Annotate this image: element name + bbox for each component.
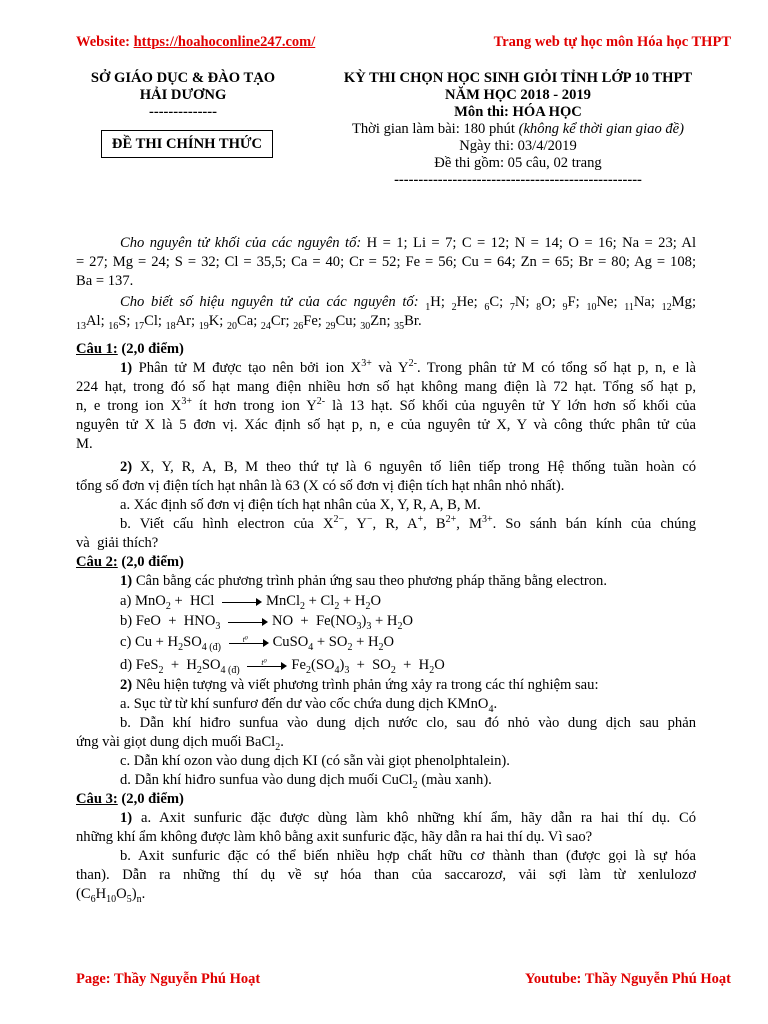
q2-eq-b: b) FeO + $HNO_3$ NO + $Fe(NO_3)_3 + H_2O$	[120, 613, 413, 632]
q2-eq-c: c) $Cu + H_2SO_{4 (đ)}$ t⁰ CuSO$_4$ + $SO_2 + H_2O$	[120, 634, 395, 653]
q2-p2-a: a. Sục từ từ khí sunfurơ đến dư vào cốc chứa dung dịch KMnO$_4$.	[120, 696, 498, 715]
org-block	[70, 70, 296, 121]
footer-youtube: Youtube: Thầy Nguyễn Phú Hoạt	[524, 971, 731, 987]
atomic-mass-line1: Cho nguyên tử khối của các nguyên tố: H = 1; Li = 7; C = 12; N = 14; O = 16; Na = 23; Al	[120, 235, 697, 251]
exam-time	[313, 121, 723, 138]
exam-dashline: ---------------------------------------------------	[394, 172, 642, 188]
q2-p1: 1) Cân bằng các phương trình phản ứng sau theo phương pháp thăng bằng electron.	[120, 573, 608, 589]
atomic-mass-line3: Ba = 137.	[76, 273, 134, 289]
q1-p1-line4: nguyên tử X là 5 đơn vị. Xác định số hạt p, n, e của nguyên tử X, Y và công thức phân tử của	[76, 417, 696, 433]
atomic-mass-line2: = 27; Mg = 24; S = 32; Cl = 35,5; Ca = 40; Cr = 52; Fe = 56; Cu = 64; Zn = 65; Br = 80; Ag = 108;	[76, 254, 696, 270]
q1-p2-line2: tổng số đơn vị điện tích hạt nhân là 63 (X có số đơn vị điện tích hạt nhân nhỏ nhất).	[76, 478, 565, 494]
exam-pages: Đề thi gồm: 05 câu, 02 trang	[434, 155, 602, 171]
official-label: ĐỀ THI CHÍNH THỨC	[111, 136, 263, 152]
website-link[interactable]: https://hoahoconline247.com/	[133, 34, 316, 50]
footer-page: Page: Thầy Nguyễn Phú Hoạt	[76, 971, 261, 987]
atomic-number-line1: Cho biết số hiệu nguyên tử của các nguyên tố: $_1$H; $_2$He; $_6$C; $_7$N; $_8$O; $_9$F; $_{10}$Ne; $_{11}$Na; $_{12}$Mg;	[120, 294, 696, 313]
exam-block	[313, 70, 723, 189]
exam-date: Ngày thi: 03/4/2019	[459, 138, 577, 154]
org-line2: HẢI DƯƠNG	[139, 87, 227, 103]
q3-p1-b-line3: $(C_6H_{10}O_5)_n$.	[76, 886, 146, 905]
q2-eq-d: d) $FeS_2 + H_2SO_{4 (đ)}$ t⁰ $Fe_2(SO_4)_3 + SO_2 + H_2O$	[120, 657, 445, 676]
q1-p2-b-line1: b. Viết cấu hình electron của $X^{2-}$, Y−, R, A+, $B^{2+}$, $M^{3+}$. So sánh bán kính của chúng	[120, 514, 696, 532]
org-dashes: --------------	[148, 104, 218, 120]
org-line1: SỞ GIÁO DỤC & ĐÀO TẠO	[90, 70, 276, 86]
q1-p1-line3: n, e trong ion $X^{3+}$ ít hơn trong ion $Y^{2-}$ là 13 hạt. Số khối của nguyên tử Y lớn hơn số khối của	[76, 396, 696, 414]
q2-p2-d: d. Dẫn khí hiđro sunfua vào dung dịch muối CuCl$_2$ (màu xanh).	[120, 772, 492, 791]
exam-time-plain: Thời gian làm bài: 180 phút	[351, 121, 519, 137]
website-line	[76, 34, 315, 51]
q1-p2-b-line2: và giải thích?	[76, 535, 159, 551]
q1-p1-line1: 1) Phân tử M được tạo nên bởi ion $X^{3+}$ và $Y^{2-}$. Trong phân tử M có tổng số hạt p, n, e là	[120, 358, 696, 376]
q2-eq-a: a) MnO$_2$ + HCl MnCl$_2$ + $Cl_2 + H_2O$	[120, 593, 381, 612]
q2-p2-b-line1: b. Dẫn khí hiđro sunfua vào dung dịch nước clo, sau đó nhỏ vào dung dịch sau phản	[120, 715, 696, 731]
q1-p1-line5: M.	[76, 436, 93, 452]
tagline: Trang web tự học môn Hóa học THPT	[493, 34, 731, 50]
q1-p1-line2: 224 hạt, trong đó số hạt mang điện nhiều hơn số hạt không mang điện là 72 hạt. Tổng số hạt p,	[76, 379, 696, 395]
q1-p2-line1: 2) X, Y, R, A, B, M theo thứ tự là 6 nguyên tố liên tiếp trong Hệ thống tuần hoàn có	[120, 459, 696, 475]
exam-title2: NĂM HỌC 2018 - 2019	[445, 87, 591, 103]
q3-p1-line1: 1) a. Axit sunfuric đặc được dùng làm khô những khí ẩm, hãy dẫn ra hai thí dụ. Có	[120, 810, 696, 826]
question-2-heading: Câu 2: (2,0 điểm)	[76, 554, 184, 570]
question-3-heading: Câu 3: (2,0 điểm)	[76, 791, 184, 807]
q3-p1-line2: những khí ẩm không được làm khô bằng axit sunfuric đặc, hãy dẫn ra hai thí dụ. Vì sao?	[76, 829, 593, 845]
atomic-number-line2: $_{13}$Al; $_{16}$S; $_{17}$Cl; $_{18}$Ar; $_{19}$K; $_{20}$Ca; $_{24}$Cr; $_{26}$Fe; $_{29}$Cu; $_{30}$Zn; $_{35}$Br.	[76, 313, 422, 332]
q2-p2: 2) Nêu hiện tượng và viết phương trình phản ứng xảy ra trong các thí nghiệm sau:	[120, 677, 599, 693]
official-badge	[101, 130, 273, 158]
question-1-heading: Câu 1: (2,0 điểm)	[76, 341, 184, 357]
exam-time-note: (không kể thời gian giao đề)	[518, 121, 685, 137]
q2-p2-b-line2: ứng vài giọt dung dịch muối BaCl$_2$.	[76, 734, 284, 753]
exam-title1: KỲ THI CHỌN HỌC SINH GIỎI TỈNH LỚP 10 THPT	[343, 70, 693, 86]
q1-p2-a: a. Xác định số đơn vị điện tích hạt nhân của X, Y, R, A, B, M.	[120, 497, 481, 513]
q3-p1-b-line2: than). Dẫn ra những thí dụ về sự hóa than của saccarozơ, vải sợi làm từ xenlulozơ	[76, 867, 696, 883]
q2-p2-c: c. Dẫn khí ozon vào dung dịch KI (có sẵn vài giọt phenolphtalein).	[120, 753, 510, 769]
website-label: Website:	[76, 34, 134, 50]
q3-p1-b-line1: b. Axit sunfuric đặc có thể biến nhiều hợp chất hữu cơ thành than (được gọi là sự hóa	[120, 848, 696, 864]
exam-subject: Môn thi: HÓA HỌC	[454, 104, 582, 120]
